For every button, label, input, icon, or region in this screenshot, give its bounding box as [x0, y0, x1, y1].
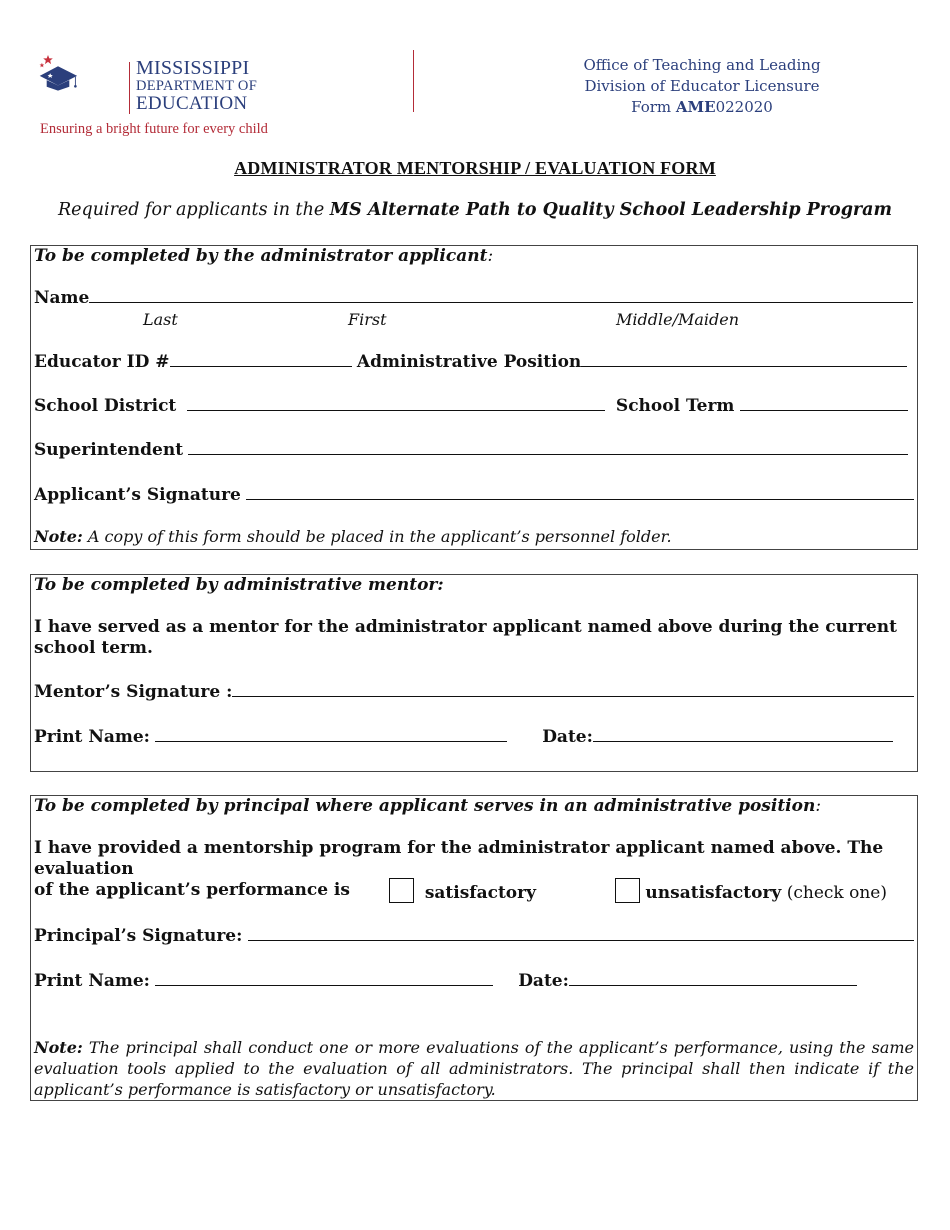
term-label: School Term: [615, 396, 735, 416]
applicant-section: [30, 245, 918, 550]
mentor-section-heading: To be completed by administrative mentor:: [34, 575, 444, 595]
principal-date-label: Date:: [518, 971, 569, 991]
logo-tagline: Ensuring a bright future for every child: [40, 121, 268, 137]
position-field[interactable]: [581, 365, 907, 367]
mentor-print-name-field[interactable]: [155, 740, 507, 742]
applicant-section-heading: [34, 246, 914, 266]
form-title: ADMINISTRATOR MENTORSHIP / EVALUATION FORM: [234, 158, 716, 178]
mentor-print-name-label: Print Name:: [34, 727, 150, 747]
mentor-signature-row: [34, 682, 914, 702]
principal-statement-line-1: I have provided a mentorship program for the administrator applicant named above. The: [34, 838, 884, 858]
applicant-heading-colon: :: [487, 246, 494, 266]
principal-section: [30, 795, 918, 1101]
principal-date-field[interactable]: [569, 984, 857, 986]
form-number: [560, 97, 844, 118]
logo-line-1: MISSISSIPPI: [136, 57, 250, 79]
principal-section-heading: [34, 796, 914, 816]
principal-signature-field[interactable]: [248, 939, 914, 941]
name-row: [34, 288, 914, 308]
logo-divider: [129, 62, 130, 114]
division-name: Division of Educator Licensure: [584, 77, 820, 95]
district-field[interactable]: [187, 409, 605, 411]
applicant-signature-row: [34, 485, 914, 505]
form-prefix: Form: [631, 98, 676, 116]
position-label: Administrative Position: [356, 352, 582, 372]
office-info: [560, 55, 844, 118]
educator-id-label: Educator ID #: [34, 352, 170, 372]
program-name: MS Alternate Path to Quality School Leadership Program: [329, 200, 893, 220]
form-subtitle: [0, 200, 950, 220]
mentor-date-label: Date:: [542, 727, 593, 747]
graduation-cap-star-icon: [38, 36, 138, 120]
name-field[interactable]: [89, 301, 913, 303]
evaluation-label: of the applicant’s performance is: [34, 880, 350, 900]
mentor-statement: I have served as a mentor for the administrator applicant named above during the current school term.: [34, 617, 897, 658]
principal-heading-text: To be completed by principal where applicant serves in an administrative position: [34, 796, 816, 816]
logo-line-2: DEPARTMENT OF: [136, 78, 258, 94]
satisfactory-option[interactable]: [389, 878, 536, 903]
check-one-hint: (check one): [781, 883, 887, 903]
district-label: School District: [34, 396, 177, 416]
header-divider: [413, 50, 414, 112]
applicant-heading-text: To be completed by the administrator applicant: [34, 246, 488, 266]
mentor-date-field[interactable]: [593, 740, 893, 742]
logo-wordmark: [136, 58, 257, 114]
satisfactory-label: satisfactory: [424, 883, 536, 903]
term-field[interactable]: [740, 409, 908, 411]
unsatisfactory-checkbox[interactable]: [615, 878, 640, 903]
principal-print-name-field[interactable]: [155, 984, 493, 986]
superintendent-field[interactable]: [188, 453, 908, 455]
principal-note-label: Note:: [34, 1038, 83, 1057]
superintendent-row: [34, 440, 914, 460]
principal-heading-colon: :: [815, 796, 822, 816]
principal-statement-line-2: evaluation: [34, 859, 134, 879]
applicant-note-label: Note:: [34, 527, 83, 546]
applicant-signature-field[interactable]: [246, 498, 914, 500]
last-name-caption: Last: [143, 310, 178, 329]
satisfactory-checkbox[interactable]: [389, 878, 414, 903]
name-label: Name: [34, 288, 90, 308]
educator-id-row: [34, 352, 914, 372]
principal-signature-row: [34, 926, 914, 946]
mentor-section: [30, 574, 918, 772]
mentor-signature-field[interactable]: [232, 695, 914, 697]
first-name-caption: First: [348, 310, 387, 329]
applicant-note: [34, 527, 914, 546]
office-name: Office of Teaching and Leading: [583, 56, 821, 74]
principal-print-row: [34, 971, 914, 991]
superintendent-label: Superintendent: [34, 440, 184, 460]
form-code: AME: [675, 98, 716, 116]
middle-name-caption: Middle/Maiden: [616, 310, 740, 329]
mentor-signature-label: Mentor’s Signature :: [34, 682, 233, 702]
unsatisfactory-option[interactable]: [615, 878, 887, 903]
educator-id-field[interactable]: [170, 365, 352, 367]
applicant-note-text: A copy of this form should be placed in the applicant’s personnel folder.: [82, 527, 672, 546]
form-suffix: 022020: [715, 98, 773, 116]
district-row: [34, 396, 914, 416]
principal-signature-label: Principal’s Signature:: [34, 926, 243, 946]
logo-line-3: EDUCATION: [136, 93, 248, 115]
principal-note: [34, 1037, 914, 1100]
principal-note-text: The principal shall conduct one or more evaluations of the applicant’s performance, using the same evaluation tools applied to the evaluation of all administrators. The principal shall then indicate if the applicant’s performance is satisfactory or unsatisfactory.: [34, 1038, 914, 1099]
applicant-signature-label: Applicant’s Signature: [34, 485, 241, 505]
principal-print-name-label: Print Name:: [34, 971, 150, 991]
unsatisfactory-label: unsatisfactory: [645, 883, 782, 903]
mentor-print-row: [34, 727, 914, 747]
subtitle-prefix: Required for applicants in the: [57, 200, 330, 220]
